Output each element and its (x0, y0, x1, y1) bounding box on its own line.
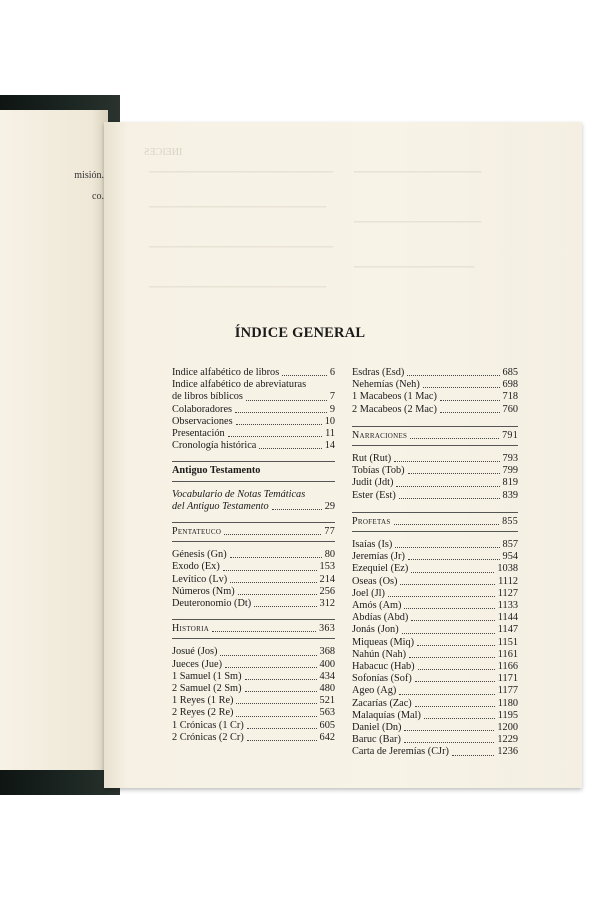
section-entry: Historia 363 (172, 623, 335, 635)
toc-entry: Génesis (Gn) 80 (172, 549, 335, 561)
toc-entry: Esdras (Esd) 685 (352, 367, 518, 378)
section-entry: Narraciones 791 (352, 429, 518, 441)
toc-entry: Jeremías (Jr) 954 (352, 551, 518, 563)
toc-entry: Josué (Jos) 368 (172, 646, 335, 658)
toc-entry: Malaquías (Mal) 1195 (352, 709, 518, 721)
toc-entry: Ester (Est) 839 (352, 489, 518, 501)
toc-entry: Daniel (Dn) 1200 (352, 722, 518, 734)
toc-entry: Jonás (Jon) 1147 (352, 624, 518, 636)
toc-entry: Cronología histórica 14 (172, 440, 335, 452)
toc-left-column (172, 367, 335, 744)
toc-entry: Números (Nm) 256 (172, 585, 335, 597)
section-heading: Antiguo Testamento (172, 465, 261, 477)
divider (172, 461, 335, 462)
divider (172, 619, 335, 620)
toc-entry: 2 Macabeos (2 Mac) 760 (352, 403, 518, 415)
divider (172, 541, 335, 542)
toc-entry: Nehemías (Neh) 698 (352, 379, 518, 391)
toc-entry: Tobías (Tob) 799 (352, 465, 518, 477)
toc-entry: Miqueas (Miq) 1151 (352, 636, 518, 648)
toc-entry: Baruc (Bar) 1229 (352, 734, 518, 746)
toc-entry: Indice alfabético de libros 6 (172, 367, 335, 378)
bleed-through: ────────────────── (354, 167, 482, 178)
toc-entry: 1 Samuel (1 Sm) 434 (172, 670, 335, 682)
left-page (0, 110, 108, 770)
toc-entry: Ezequiel (Ez) 1038 (352, 563, 518, 575)
toc-entry: 2 Crónicas (2 Cr) 642 (172, 731, 335, 743)
toc-entry: Isaías (Is) 857 (352, 539, 518, 551)
bleed-through: ───────────────── (354, 262, 475, 273)
toc-entry: Indice alfabético de abreviaturas (172, 379, 307, 391)
section-entry: Pentateuco 77 (172, 526, 335, 538)
divider (172, 638, 335, 639)
toc-entry: Carta de Jeremías (CJr) 1236 (352, 746, 518, 758)
divider (352, 531, 518, 532)
section-entry: Profetas 855 (352, 515, 518, 527)
toc-entry: Jueces (Jue) 400 (172, 658, 335, 670)
left-page-text (0, 165, 110, 207)
toc-entry: 2 Reyes (2 Re) 563 (172, 707, 335, 719)
toc-entry: Judit (Jdt) 819 (352, 477, 518, 489)
divider (172, 522, 335, 523)
toc-entry: Presentación 11 (172, 428, 335, 440)
toc-entry: Exodo (Ex) 153 (172, 561, 335, 573)
toc-entry: Ageo (Ag) 1177 (352, 685, 518, 697)
toc-entry: 1 Crónicas (1 Cr) 605 (172, 719, 335, 731)
page-title: ÍNDICE GENERAL (234, 325, 366, 341)
bleed-through: ƧƎƆIƎИI (144, 147, 183, 158)
toc-entry: Amós (Am) 1133 (352, 600, 518, 612)
toc-entry: Habacuc (Hab) 1166 (352, 661, 518, 673)
toc-entry: del Antiguo Testamento 29 (172, 500, 335, 512)
toc-entry: Sofonías (Sof) 1171 (352, 673, 518, 685)
bleed-through: ────────────────────────── (149, 167, 334, 178)
divider (352, 445, 518, 446)
toc-entry: 1 Macabeos (1 Mac) 718 (352, 391, 518, 403)
toc-entry: de libros bíblicos 7 (172, 391, 335, 403)
bleed-through: ────────────────────────── (149, 242, 334, 253)
toc-entry: Oseas (Os) 1112 (352, 575, 518, 587)
left-page-fragment: misión. (74, 170, 104, 181)
bleed-through: ───────────────────────── (149, 282, 327, 293)
toc-entry: Observaciones 10 (172, 415, 335, 427)
toc-entry: Levítico (Lv) 214 (172, 573, 335, 585)
divider (352, 512, 518, 513)
left-page-fragment: co. (92, 191, 104, 202)
divider (352, 426, 518, 427)
toc-entry: 1 Reyes (1 Re) 521 (172, 695, 335, 707)
toc-entry: 2 Samuel (2 Sm) 480 (172, 683, 335, 695)
toc-entry: Colaboradores 9 (172, 403, 335, 415)
toc-entry: Vocabulario de Notas Temáticas (172, 488, 306, 500)
toc-entry: Zacarías (Zac) 1180 (352, 697, 518, 709)
bleed-through: ───────────────────────── (149, 202, 327, 213)
toc-entry: Abdías (Abd) 1144 (352, 612, 518, 624)
toc-entry: Joel (Jl) 1127 (352, 587, 518, 599)
bleed-through: ────────────────── (354, 217, 482, 228)
divider (172, 481, 335, 482)
toc-right-column (352, 367, 518, 759)
toc-entry: Deuteronomio (Dt) 312 (172, 598, 335, 610)
toc-entry: Rut (Rut) 793 (352, 453, 518, 465)
toc-entry: Nahún (Nah) 1161 (352, 648, 518, 660)
